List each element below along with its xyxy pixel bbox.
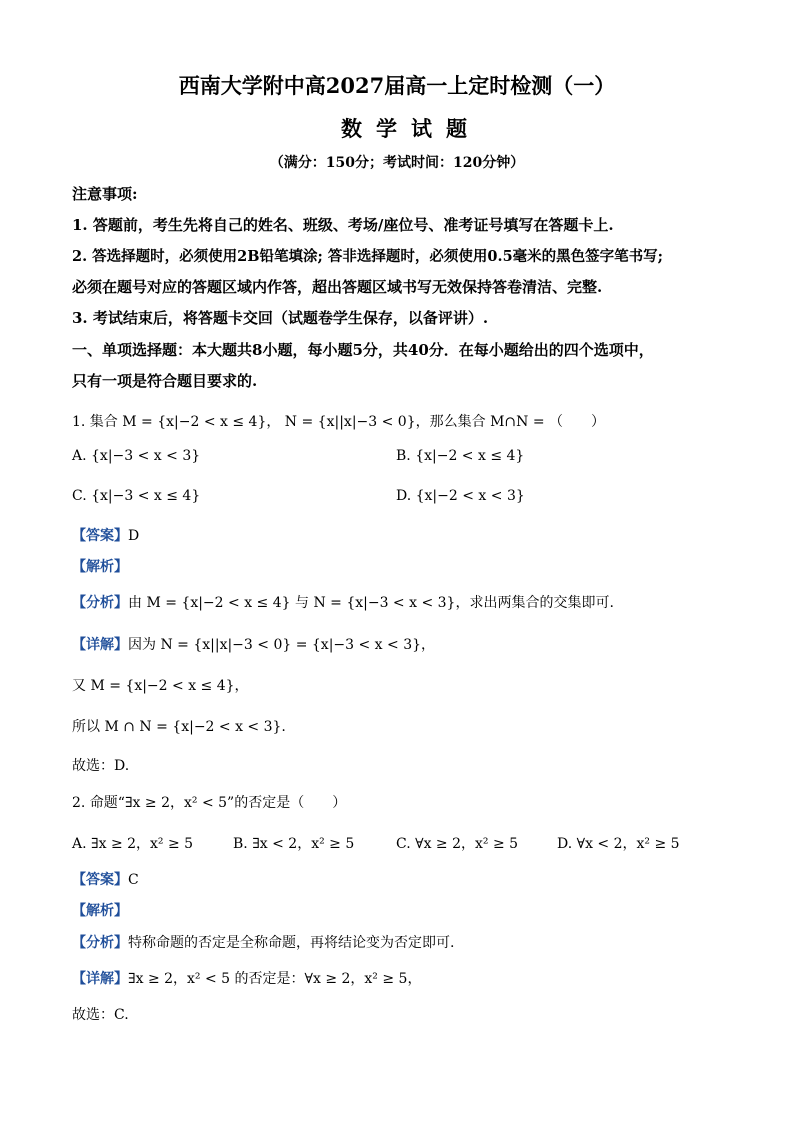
q2-option-d: D. ∀x < 2，x² ≥ 5	[557, 836, 680, 852]
exam-info: （满分：150分；考试时间：120分钟）	[269, 155, 525, 171]
q2-fenxi-row	[72, 932, 454, 952]
q2-option-b: B. ∃x < 2，x² ≥ 5	[233, 836, 355, 852]
q2-conclusion: 故选：C.	[72, 1007, 129, 1023]
q2-option-a: A. ∃x ≥ 2，x² ≥ 5	[72, 836, 194, 852]
q2-detail-row	[72, 968, 421, 988]
q1-detail-label: 【详解】	[72, 637, 128, 653]
q2-analysis-label: 【解析】	[72, 903, 128, 919]
notice-item-1: 1. 答题前，考生先将自己的姓名、班级、考场/座位号、准考证号填写在答题卡上.	[72, 216, 614, 234]
q1-stem: 1. 集合 M = {x|−2 < x ≤ 4}， N = {x||x|−3 < 0}，那么集合 M∩N = （ ）	[72, 414, 606, 430]
q1-fenxi-text: 由 M = {x|−2 < x ≤ 4} 与 N = {x|−3 < x < 3}，求出两集合的交集即可.	[128, 595, 614, 611]
q1-detail-line-1: 因为 N = {x||x|−3 < 0} = {x|−3 < x < 3}，	[128, 637, 436, 653]
q1-detail-line-2: 又 M = {x|−2 < x ≤ 4}，	[72, 678, 249, 694]
q1-option-d: D. {x|−2 < x < 3}	[396, 488, 525, 504]
q2-analysis-row	[72, 900, 128, 920]
q1-option-c: C. {x|−3 < x ≤ 4}	[72, 488, 201, 504]
q1-option-a: A. {x|−3 < x < 3}	[72, 448, 201, 464]
q1-fenxi-label: 【分析】	[72, 595, 128, 611]
q1-answer-label: 【答案】	[72, 528, 128, 544]
q2-detail-label: 【详解】	[72, 971, 128, 987]
notice-item-2-line-1: 2. 答选择题时，必须使用2B铅笔填涂; 答非选择题时，必须使用0.5毫米的黑色签字笔书写;	[72, 248, 664, 265]
q1-fenxi-row	[72, 592, 614, 612]
q1-analysis-label: 【解析】	[72, 559, 128, 575]
q1-answer-row	[72, 525, 139, 545]
q1-detail-row	[72, 634, 435, 654]
q2-detail-line-1: ∃x ≥ 2，x² < 5 的否定是：∀x ≥ 2，x² ≥ 5，	[128, 971, 422, 987]
q1-conclusion: 故选：D.	[72, 758, 130, 774]
section-heading-line-2: 只有一项是符合题目要求的.	[72, 372, 258, 390]
q2-answer-row	[72, 869, 139, 889]
q2-stem: 2. 命题“∃x ≥ 2，x² < 5”的否定是（ ）	[72, 795, 347, 811]
q2-option-c: C. ∀x ≥ 2，x² ≥ 5	[396, 836, 519, 852]
notice-heading: 注意事项:	[72, 185, 138, 203]
page-title: 西南大学附中高2027届高一上定时检测（一）	[178, 73, 616, 98]
page-subtitle: 数学试题	[341, 116, 481, 141]
notice-item-2-line-2: 必须在题号对应的答题区域内作答，超出答题区域书写无效保持答卷清洁、完整.	[72, 278, 603, 296]
q2-fenxi-label: 【分析】	[72, 935, 128, 951]
q1-answer-value: D	[128, 528, 140, 544]
q2-answer-value: C	[128, 872, 139, 888]
section-heading-line-1: 一、单项选择题：本大题共8小题，每小题5分，共40分．在每小题给出的四个选项中，	[72, 341, 654, 359]
q1-detail-line-3: 所以 M ∩ N = {x|−2 < x < 3}.	[72, 719, 286, 735]
q1-analysis-row	[72, 556, 128, 576]
q2-fenxi-text: 特称命题的否定是全称命题，再将结论变为否定即可.	[128, 935, 455, 951]
q2-answer-label: 【答案】	[72, 872, 128, 888]
notice-item-3: 3. 考试结束后，将答题卡交回（试题卷学生保存，以备评讲）.	[72, 309, 489, 327]
q1-option-b: B. {x|−2 < x ≤ 4}	[396, 448, 525, 464]
